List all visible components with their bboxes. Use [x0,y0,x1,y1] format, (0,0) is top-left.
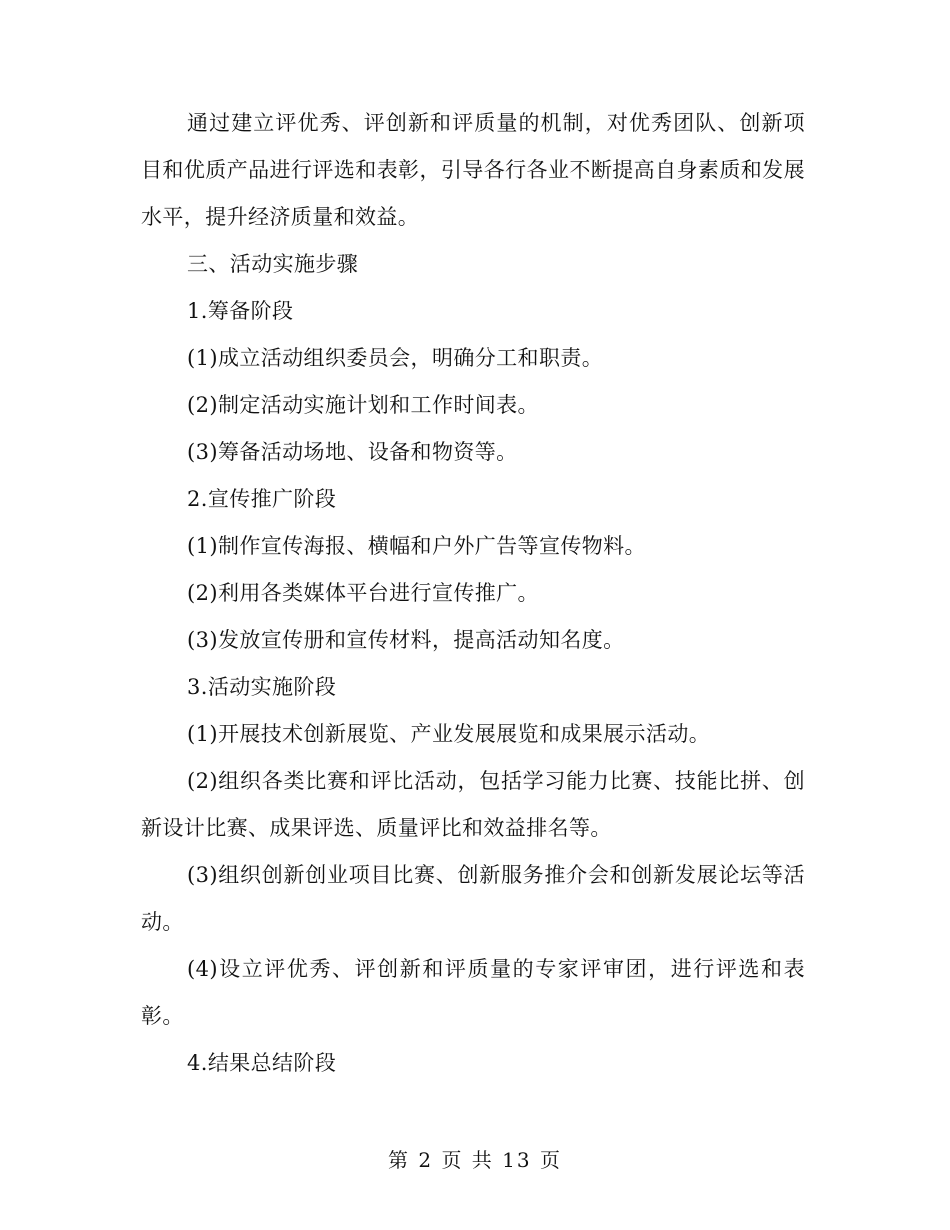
list-item: (3)筹备活动场地、设备和物资等。 [187,440,518,464]
list-item: (1)成立活动组织委员会，明确分工和职责。 [187,346,604,370]
list-item: (3)组织创新创业项目比赛、创新服务推介会和创新发展论坛等活动。 [141,863,805,934]
stage-heading-implementation: 3.活动实施阶段 [187,675,337,699]
list-item: (4)设立评优秀、评创新和评质量的专家评审团，进行评选和表彰。 [141,957,805,1028]
document-body [141,100,805,1087]
list-item: (1)开展技术创新展览、产业发展展览和成果展示活动。 [187,722,711,746]
page-number-footer: 第 2 页 共 13 页 [388,1148,562,1172]
list-item: (2)组织各类比赛和评比活动，包括学习能力比赛、技能比拼、创新设计比赛、成果评选、质量评比和效益排名等。 [141,769,805,840]
paragraph-intro: 通过建立评优秀、评创新和评质量的机制，对优秀团队、创新项目和优质产品进行评选和表彰，引导各行各业不断提高自身素质和发展水平，提升经济质量和效益。 [141,111,805,229]
section-heading-implementation-steps: 三、活动实施步骤 [187,252,359,276]
list-item: (2)利用各类媒体平台进行宣传推广。 [187,581,539,605]
list-item: (2)制定活动实施计划和工作时间表。 [187,393,539,417]
stage-heading-summary: 4.结果总结阶段 [187,1051,337,1075]
stage-heading-promotion: 2.宣传推广阶段 [187,487,337,511]
stage-heading-preparation: 1.筹备阶段 [187,299,294,323]
list-item: (1)制作宣传海报、横幅和户外广告等宣传物料。 [187,534,646,558]
list-item: (3)发放宣传册和宣传材料，提高活动知名度。 [187,628,625,652]
